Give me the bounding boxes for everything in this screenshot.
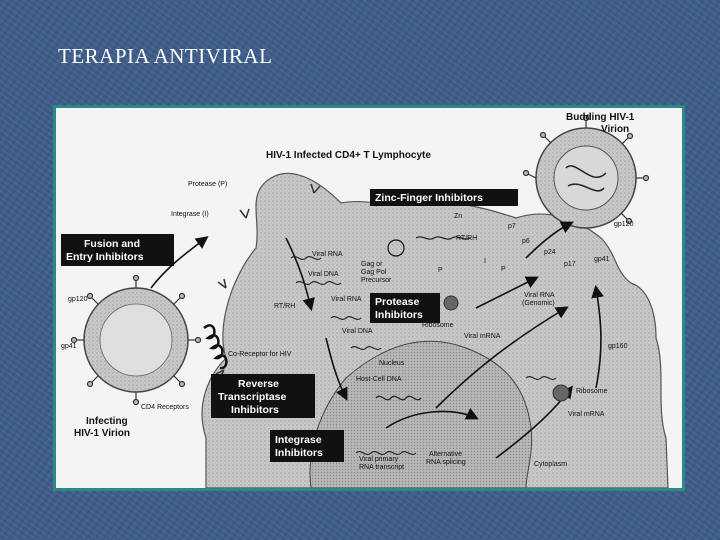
label-i-1: I <box>484 258 486 265</box>
infecting-virion-title-2: HIV-1 Virion <box>74 428 130 439</box>
label-gag-1: Gag or <box>361 261 383 268</box>
fusion-inhibitors-label-2: Entry Inhibitors <box>66 251 144 263</box>
protease-inhibitors-label-2: Inhibitors <box>375 309 423 321</box>
rt-inhibitors-label-3: Inhibitors <box>231 404 279 416</box>
rt-inhibitors-label-2: Transcriptase <box>218 391 287 403</box>
diagram-frame <box>53 105 685 491</box>
label-gp41-right: gp41 <box>594 256 610 263</box>
label-p7: p7 <box>508 223 516 230</box>
label-alt-splicing-2: RNA splicing <box>426 459 466 466</box>
infecting-virion <box>72 276 201 405</box>
fusion-inhibitors-box <box>61 234 174 266</box>
label-viral-mrna-2: Viral mRNA <box>568 411 605 418</box>
slide-title: TERAPIA ANTIVIRAL <box>58 44 273 68</box>
integrase-inhibitors-box <box>270 430 344 462</box>
label-viral-rna-genomic-2: (Genomic) <box>522 300 555 307</box>
integrase-inhibitors-label-1: Integrase <box>275 434 322 446</box>
integrase-inhibitors-label-2: Inhibitors <box>275 447 323 459</box>
zinc-finger-inhibitors-box <box>370 189 518 206</box>
label-alt-splicing-1: Alternative <box>429 451 463 458</box>
label-gp120-right: gp120 <box>614 221 634 228</box>
label-viral-rna-1: Viral RNA <box>312 251 343 258</box>
label-cytoplasm: Cytoplasm <box>534 461 568 468</box>
label-protease: Protease (P) <box>188 181 228 188</box>
label-host-cell-dna: Host-Cell DNA <box>356 376 402 383</box>
label-viral-dna-1: Viral DNA <box>308 271 339 278</box>
budding-virion-title-1: Budding HIV-1 <box>566 112 635 123</box>
label-ribosome-2: Ribosome <box>576 388 608 395</box>
label-gag-2: Gag Pol <box>361 269 387 276</box>
label-cd4-receptors: CD4 Receptors <box>141 404 189 411</box>
label-viral-primary-1: Viral primary <box>359 456 399 463</box>
cell-title: HIV-1 Infected CD4+ T Lymphocyte <box>266 150 431 161</box>
label-viral-primary-2: RNA transcript <box>359 464 405 471</box>
label-p-1: P <box>438 267 443 274</box>
label-gp120-left: gp120 <box>68 296 88 303</box>
label-gag-3: Precursor <box>361 277 392 284</box>
label-integrase: Integrase (I) <box>171 211 209 218</box>
label-nucleus: Nucleus <box>379 360 405 367</box>
rt-inhibitors-label-1: Reverse <box>238 378 279 390</box>
fusion-inhibitors-label-1: Fusion and <box>84 238 140 250</box>
label-p24: p24 <box>544 249 556 256</box>
label-co-receptor: Co-Receptor for HIV <box>228 351 292 358</box>
label-p6: p6 <box>522 238 530 245</box>
label-gp160: gp160 <box>608 343 628 350</box>
zinc-finger-inhibitors-label: Zinc-Finger Inhibitors <box>375 192 483 204</box>
label-p17: p17 <box>564 261 576 268</box>
label-ribosome-1: Ribosome <box>422 322 454 329</box>
label-viral-rna-2: Viral RNA <box>331 296 362 303</box>
protease-inhibitors-label-1: Protease <box>375 296 420 308</box>
label-viral-rna-genomic-1: Viral RNA <box>524 292 555 299</box>
label-viral-dna-2: Viral DNA <box>342 328 373 335</box>
label-rt-rh-2: RT/RH <box>274 303 296 310</box>
label-viral-mrna-1: Viral mRNA <box>464 333 501 340</box>
label-rt-rh-1: RT/RH <box>456 235 478 242</box>
label-gp41-left: gp41 <box>61 343 77 350</box>
label-p-2: P <box>501 266 506 273</box>
hiv-lifecycle-diagram <box>56 108 682 488</box>
infecting-virion-title-1: Infecting <box>86 416 128 427</box>
budding-virion-title-2: Virion <box>601 124 630 135</box>
budding-virion <box>524 116 649 229</box>
diagram-panel <box>56 108 682 488</box>
protease-inhibitors-box <box>370 293 440 323</box>
rt-inhibitors-box <box>211 374 315 418</box>
label-zn: Zn <box>454 213 463 220</box>
